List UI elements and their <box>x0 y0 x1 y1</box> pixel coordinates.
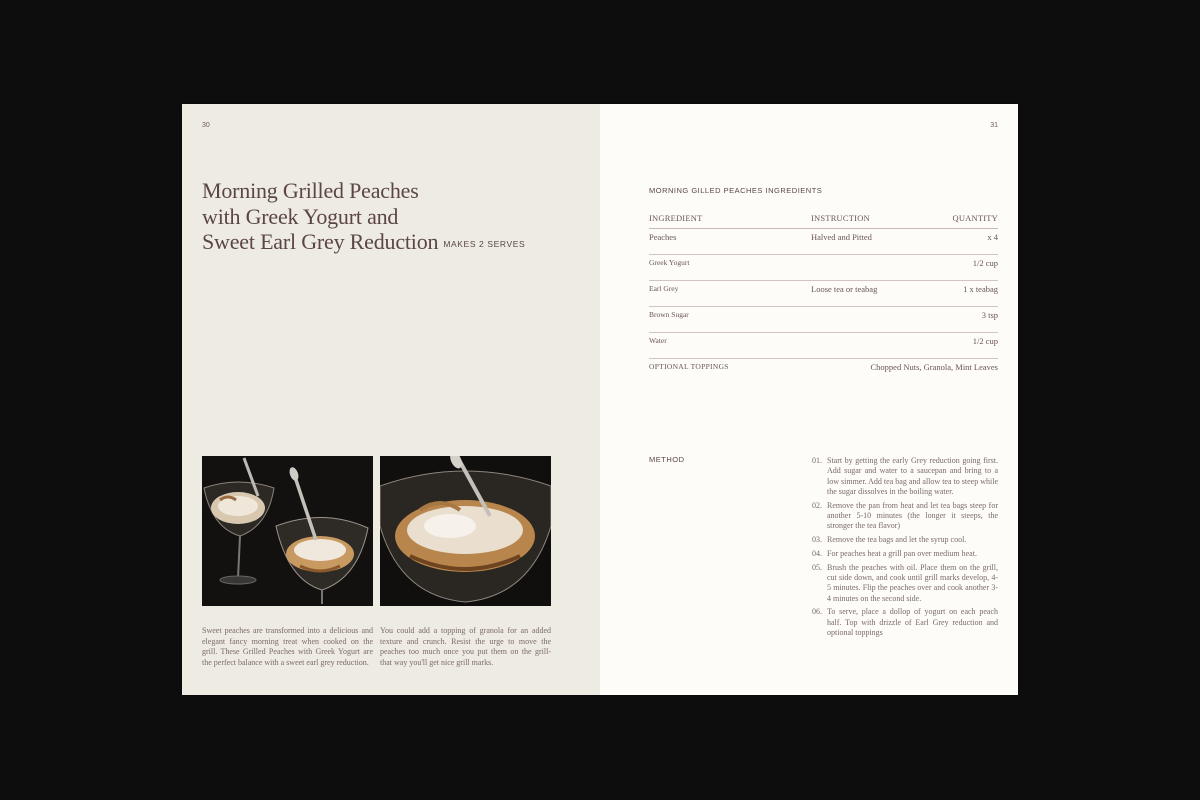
ingredient-name: Brown Sugar <box>649 307 811 333</box>
step-text: Remove the tea bags and let the syrup cool. <box>827 535 967 545</box>
step-number: 02. <box>812 500 822 510</box>
list-item <box>812 549 998 559</box>
step-number: 03. <box>812 535 822 545</box>
ingredient-instruction: Loose tea or teabag <box>811 281 921 307</box>
photo-closeup-glass <box>380 456 551 606</box>
step-text: Remove the pan from heat and let tea bags steep for another 5-10 minutes (the longer it steeps, the stronger the tea flavor) <box>827 500 998 531</box>
title-line: Morning Grilled Peaches <box>202 178 419 203</box>
table-row <box>649 333 998 359</box>
book-spread <box>182 104 1018 695</box>
list-item <box>812 563 998 604</box>
optional-toppings-label: OPTIONAL TOPPINGS <box>649 362 729 371</box>
step-number: 05. <box>812 562 822 572</box>
table-row <box>649 281 998 307</box>
ingredient-instruction <box>811 333 921 359</box>
tip-paragraph: You could add a topping of granola for an added texture and crunch. Resist the urge to move the peaches too much once you put them on the grill- that way you'll get nice grill marks. <box>380 626 551 667</box>
step-text: For peaches heat a grill pan over medium heat. <box>827 548 977 558</box>
list-item <box>812 535 998 545</box>
table-row <box>649 229 998 255</box>
header-instruction: INSTRUCTION <box>811 212 921 229</box>
step-text: To serve, place a dollop of yogurt on each peach half. Top with drizzle of Earl Grey reduction and optional toppings <box>827 607 998 637</box>
ingredient-name: Peaches <box>649 229 811 255</box>
page-number-left: 30 <box>202 122 210 129</box>
serves-label: MAKES 2 SERVES <box>443 239 526 249</box>
method-heading: METHOD <box>649 455 685 464</box>
title-line: Sweet Earl Grey Reduction <box>202 229 439 254</box>
list-item <box>812 501 998 532</box>
title-line: with Greek Yogurt and <box>202 203 399 229</box>
ingredient-name: Water <box>649 333 811 359</box>
table-header-row <box>649 212 998 229</box>
step-text: Start by getting the early Grey reduction going first. Add sugar and water to a saucepan and bring to a low simmer. Add tea bag and allow tea to steep while the sugar dissolves in the boiling water. <box>827 456 998 496</box>
ingredient-name: Greek Yogurt <box>649 255 811 281</box>
table-row <box>649 255 998 281</box>
list-item <box>812 456 998 497</box>
ingredients-table <box>649 212 998 384</box>
ingredient-quantity: 1/2 cup <box>921 255 998 281</box>
method-steps <box>812 456 998 642</box>
ingredient-quantity: 3 tsp <box>921 307 998 333</box>
ingredient-instruction: Halved and Pitted <box>811 229 921 255</box>
ingredient-instruction <box>811 255 921 281</box>
optional-toppings-value: Chopped Nuts, Granola, Mint Leaves <box>870 362 998 372</box>
header-quantity: QUANTITY <box>921 212 998 229</box>
left-page <box>182 104 600 695</box>
list-item <box>812 607 998 638</box>
ingredient-instruction <box>811 307 921 333</box>
recipe-title <box>202 178 602 258</box>
step-number: 01. <box>812 456 822 465</box>
table-row-optional <box>649 359 998 385</box>
right-page <box>600 104 1018 695</box>
ingredient-name: Earl Grey <box>649 281 811 307</box>
step-number: 04. <box>812 548 822 558</box>
page-number-right: 31 <box>990 122 998 129</box>
ingredient-quantity: 1 x teabag <box>921 281 998 307</box>
header-ingredient: INGREDIENT <box>649 212 811 229</box>
ingredients-heading: MORNING GILLED PEACHES INGREDIENTS <box>649 186 823 195</box>
step-number: 06. <box>812 607 822 617</box>
table-row <box>649 307 998 333</box>
step-text: Brush the peaches with oil. Place them on the grill, cut side down, and cook until grill marks develop, 4-5 minutes. Flip the peaches over and cook another 3-4 minutes on the second side. <box>827 562 998 603</box>
photo-two-glasses <box>202 456 373 606</box>
ingredient-quantity: 1/2 cup <box>921 333 998 359</box>
ingredient-quantity: x 4 <box>921 229 998 255</box>
intro-paragraph: Sweet peaches are transformed into a delicious and elegant fancy morning treat when cooked on the grill. These Grilled Peaches with Greek Yogurt are the perfect balance with a sweet earl grey reduction. <box>202 626 373 667</box>
